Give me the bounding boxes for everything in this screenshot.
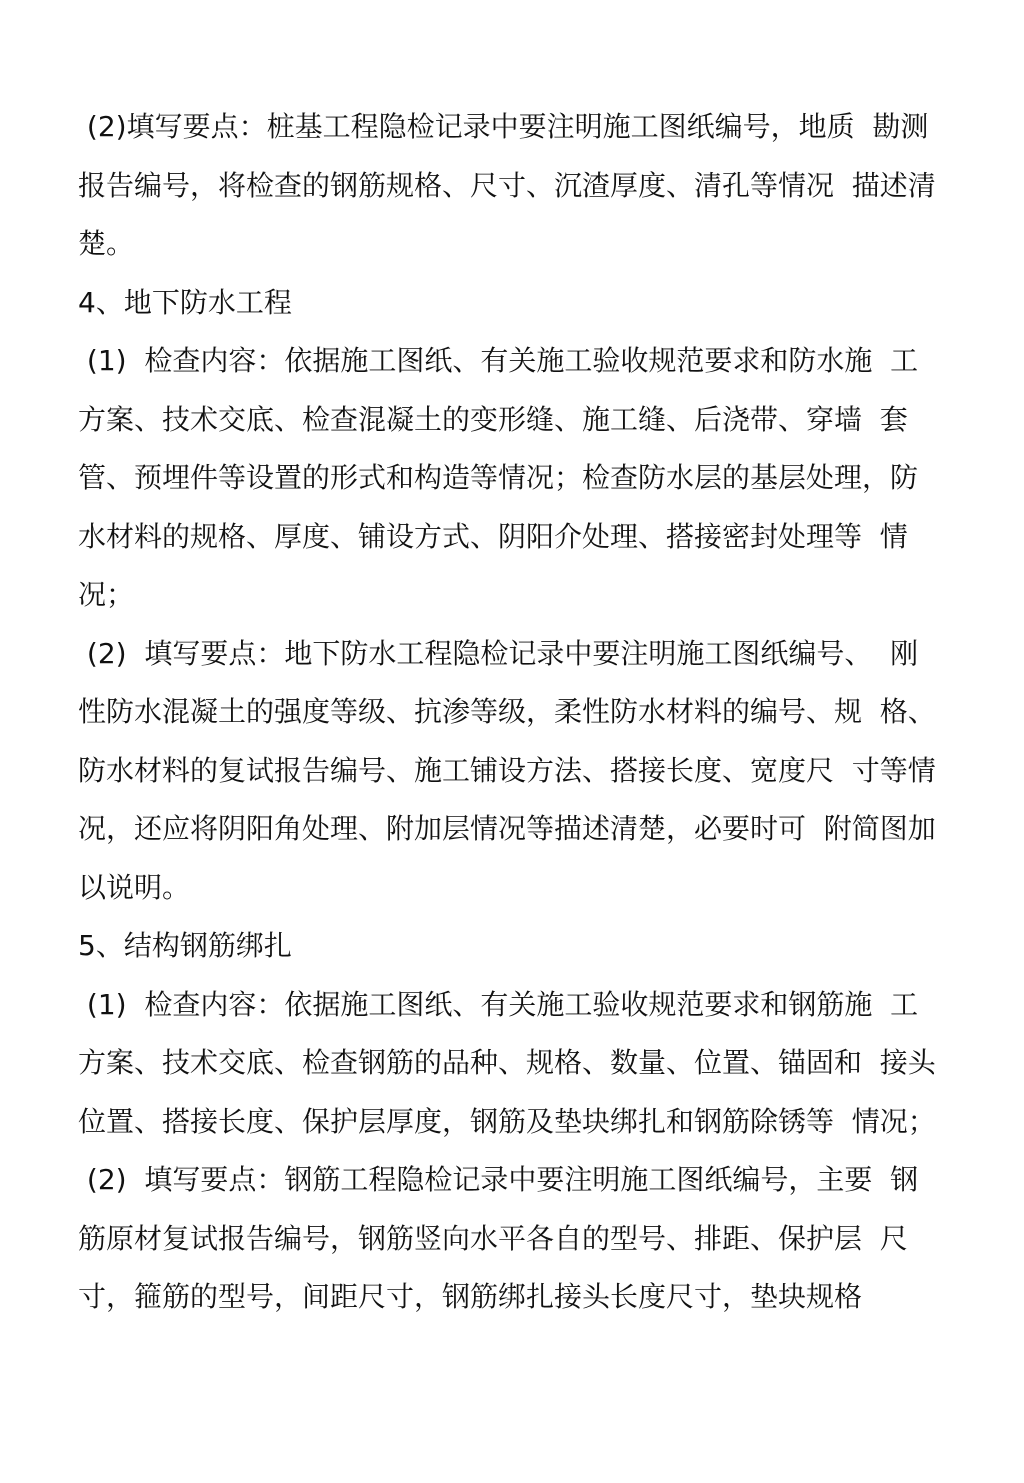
section-heading: 4、地下防水工程: [78, 285, 292, 319]
text-line: 寸，箍筋的型号，间距尺寸，钢筋绑扎接头长度尺寸，垫块规格: [78, 1280, 863, 1313]
text-line: 方案、技术交底、检查钢筋的品种、规格、数量、位置、锚固和 接头: [78, 1046, 936, 1079]
text-line: 位置、搭接长度、保护层厚度，钢筋及垫块绑扎和钢筋除锈等 情况；: [78, 1104, 936, 1138]
text-line: (1) 检查内容：依据施工图纸、有关施工验收规范要求和防水施 工: [78, 344, 919, 377]
text-line: 楚。: [78, 227, 135, 260]
text-line: (1) 检查内容：依据施工图纸、有关施工验收规范要求和钢筋施 工: [78, 987, 919, 1021]
text-line: (2)填写要点：桩基工程隐检记录中要注明施工图纸编号，地质 勘测: [78, 110, 929, 143]
text-line: 报告编号，将检查的钢筋规格、尺寸、沉渣厚度、清孔等情况 描述清: [78, 168, 936, 202]
section-heading: 5、结构钢筋绑扎: [78, 929, 292, 962]
text-line: 性防水混凝土的强度等级、抗渗等级，柔性防水材料的编号、规 格、: [78, 695, 936, 728]
text-line: (2) 填写要点：地下防水工程隐检记录中要注明施工图纸编号、 刚: [78, 636, 919, 670]
text-line: 防水材料的复试报告编号、施工铺设方法、搭接长度、宽度尺 寸等情: [78, 753, 936, 787]
text-line: 以说明。: [78, 870, 191, 904]
text-line: 水材料的规格、厚度、铺设方式、阴阳介处理、搭接密封处理等 情: [78, 519, 908, 553]
text-line: 筋原材复试报告编号，钢筋竖向水平各自的型号、排距、保护层 尺: [78, 1221, 908, 1255]
text-line: 况；: [78, 578, 135, 611]
document-body: [78, 98, 968, 1327]
text-line: 管、预埋件等设置的形式和构造等情况；检查防水层的基层处理，防: [78, 461, 919, 494]
text-line: 况，还应将阴阳角处理、附加层情况等描述清楚，必要时可 附简图加: [78, 812, 936, 845]
text-line: 方案、技术交底、检查混凝土的变形缝、施工缝、后浇带、穿墙 套: [78, 402, 908, 436]
text-line: (2) 填写要点：钢筋工程隐检记录中要注明施工图纸编号，主要 钢: [78, 1163, 919, 1196]
